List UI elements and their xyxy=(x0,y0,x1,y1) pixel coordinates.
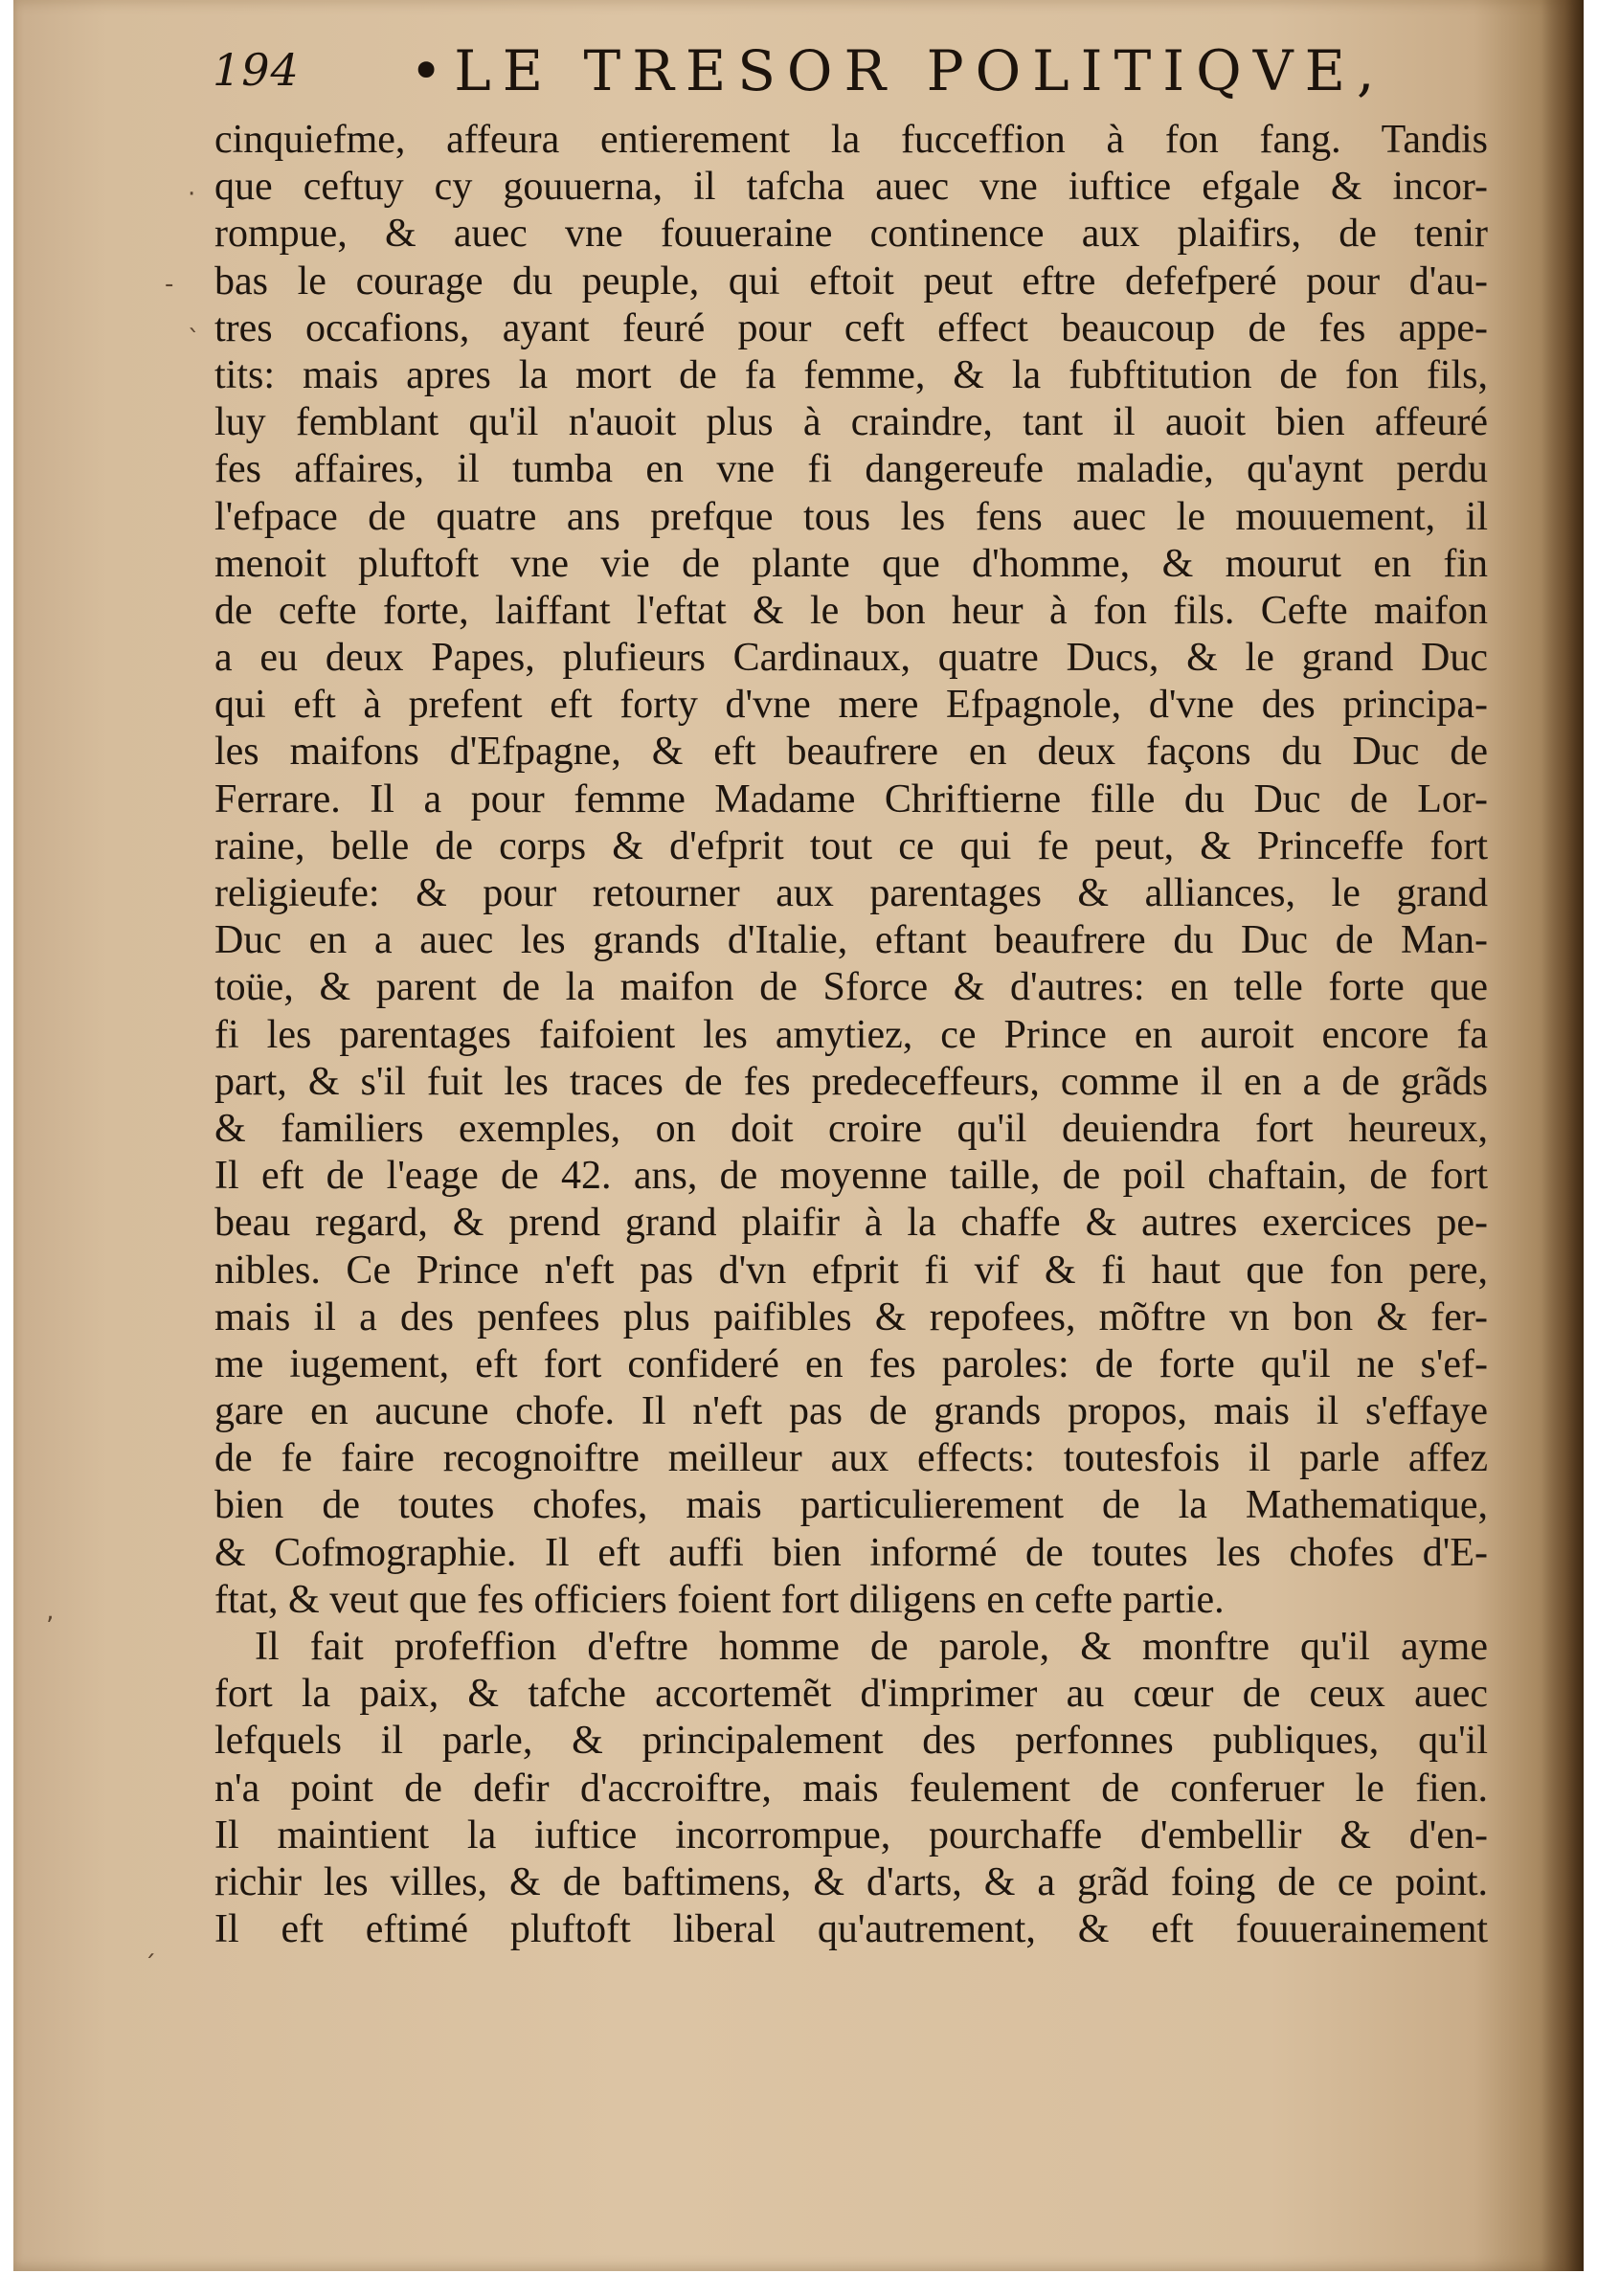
text-line: richir les villes, & de baftimens, & d'arts, & a grãd foing de ce point. xyxy=(214,1859,1488,1904)
text-line: me iugement, eft fort confideré en fes paroles: de forte qu'il ne s'ef- xyxy=(214,1341,1488,1386)
text-line: fi les parentages faifoient les amytiez, ce Prince en auroit encore fa xyxy=(214,1012,1488,1057)
text-line: toüe, & parent de la maifon de Sforce & d'autres: en telle forte que xyxy=(214,965,1488,1010)
text-line: de cefte forte, laiffant l'eftat & le bon heur à fon fils. Cefte maifon xyxy=(214,588,1488,633)
text-line: raine, belle de corps & d'efprit tout ce qui fe peut, & Princeffe fort xyxy=(214,823,1488,868)
text-line: l'efpace de quatre ans prefque tous les fens auec le mouuement, il xyxy=(214,494,1488,539)
text-line: part, & s'il fuit les traces de fes predeceffeurs, comme il en a de grãds xyxy=(214,1059,1488,1104)
text-line: de fe faire recognoiftre meilleur aux effects: toutesfois il parle affez xyxy=(214,1436,1488,1481)
margin-dash-mark: - xyxy=(165,270,174,299)
margin-tick-mark: ˋ xyxy=(188,326,200,354)
text-line: nibles. Ce Prince n'eft pas d'vn efprit fi vif & fi haut que fon pere, xyxy=(214,1248,1488,1293)
text-line: rompue, & auec vne fouueraine continence aux plaifirs, de tenir xyxy=(214,212,1488,257)
text-line: bas le courage du peuple, qui eftoit peut eftre defefperé pour d'au- xyxy=(214,259,1488,304)
margin-comma-mark: ‚ xyxy=(46,1597,55,1626)
paragraph-start-line: Il fait profeffion d'eftre homme de parole, & monftre qu'il ayme xyxy=(255,1625,1488,1669)
text-line: beau regard, & prend grand plaifir à la chaffe & autres exercices pe- xyxy=(214,1201,1488,1246)
text-line: Il eft eftimé pluftoft liberal qu'autrement, & eft fouuerainement xyxy=(214,1907,1488,1952)
text-line: cinquiefme, affeura entierement la fucceffion à fon fang. Tandis xyxy=(214,118,1488,162)
text-line: bien de toutes chofes, mais particulierement de la Mathematique, xyxy=(214,1483,1488,1528)
text-line: religieufe: & pour retourner aux parentages & alliances, le grand xyxy=(214,871,1488,915)
text-line: a eu deux Papes, plufieurs Cardinaux, quatre Ducs, & le grand Duc xyxy=(214,636,1488,681)
margin-dot-mark: · xyxy=(188,180,196,209)
text-line: que ceftuy cy gouuerna, il tafcha auec vne iuftice efgale & incor- xyxy=(214,165,1488,210)
text-line: Ferrare. Il a pour femme Madame Chriftierne fille du Duc de Lor- xyxy=(214,777,1488,822)
text-line: fort la paix, & tafche accortemẽt d'imprimer au cœur de ceux auec xyxy=(214,1672,1488,1717)
text-line: & Cofmographie. Il eft auffi bien informé de toutes les chofes d'E- xyxy=(214,1530,1488,1575)
text-line: & familiers exemples, on doit croire qu'il deuiendra fort heureux, xyxy=(214,1106,1488,1151)
page-number: 194 xyxy=(213,44,300,96)
paragraph-end-line: ftat, & veut que fes officiers foient fort diligens en cefte partie. xyxy=(214,1577,1225,1622)
running-head xyxy=(201,38,1522,124)
text-line: luy femblant qu'il n'auoit plus à craindre, tant il auoit bien affeuré xyxy=(214,400,1488,445)
text-line: tits: mais apres la mort de fa femme, & la fubftitution de fon fils, xyxy=(214,352,1488,397)
page-gutter-shadow xyxy=(1541,0,1584,2271)
text-line: n'a point de defir d'accroiftre, mais feulement de conferuer le fien. xyxy=(214,1766,1488,1811)
text-line: les maifons d'Efpagne, & eft beaufrere en deux façons du Duc de xyxy=(214,730,1488,775)
margin-tick-mark-lower: ˊ xyxy=(144,1951,156,1980)
body-text xyxy=(214,117,1488,1953)
text-line: mais il a des penfees plus paifibles & repofees, mõftre vn bon & fer- xyxy=(214,1294,1488,1339)
text-line: lefquels il parle, & principalement des perfonnes publiques, qu'il xyxy=(214,1719,1488,1764)
text-line: Il eft de l'eage de 42. ans, de moyenne taille, de poil chaftain, de fort xyxy=(214,1154,1488,1199)
running-title: •LE TRESOR POLITIQVE, xyxy=(410,38,1386,103)
text-line: Duc en a auec les grands d'Italie, eftant beaufrere du Duc de Man- xyxy=(214,918,1488,963)
text-line: Il maintient la iuftice incorrompue, pourchaffe d'embellir & d'en- xyxy=(214,1812,1488,1857)
text-line: fes affaires, il tumba en vne fi dangereufe maladie, qu'aynt perdu xyxy=(214,447,1488,492)
text-line: menoit pluftoft vne vie de plante que d'homme, & mourut en fin xyxy=(214,541,1488,586)
text-line: gare en aucune chofe. Il n'eft pas de grands propos, mais il s'effaye xyxy=(214,1389,1488,1434)
text-line: qui eft à prefent eft forty d'vne mere Efpagnole, d'vne des principa- xyxy=(214,683,1488,728)
text-line: tres occafions, ayant feuré pour ceft effect beaucoup de fes appe- xyxy=(214,305,1488,350)
